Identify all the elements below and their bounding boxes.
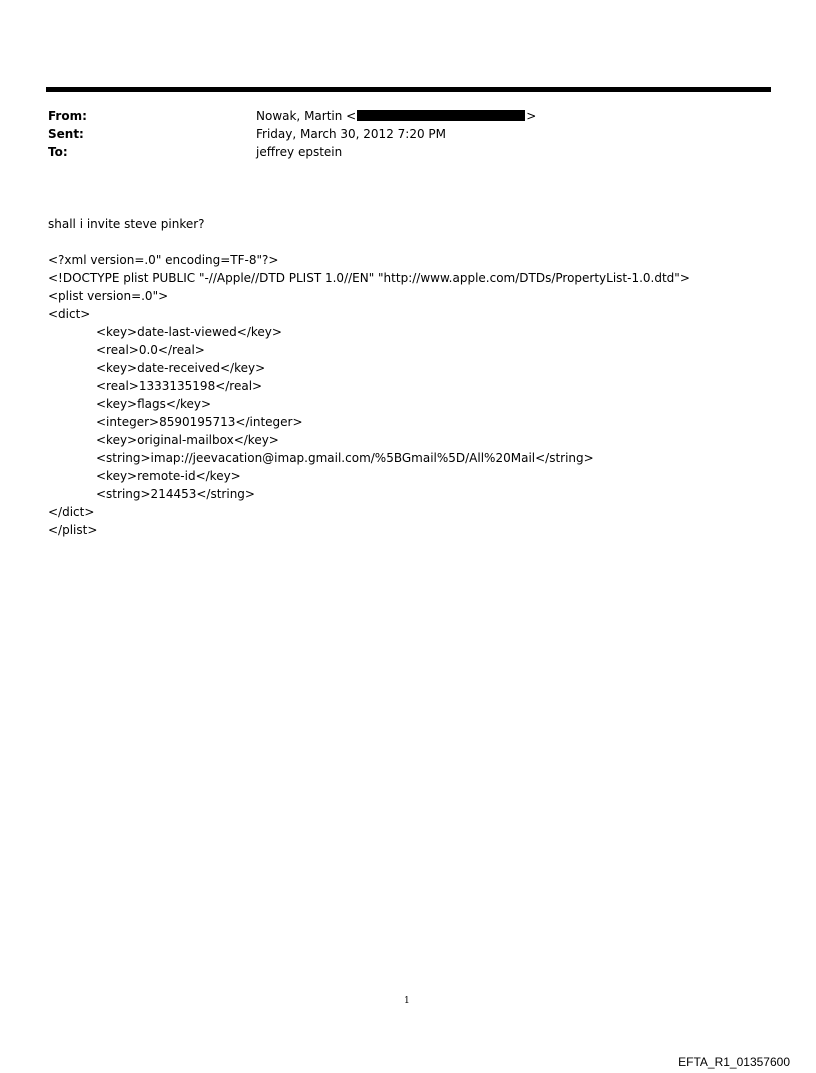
xml-line: <real>1333135198</real> (96, 379, 263, 393)
sent-label: Sent: (48, 127, 84, 141)
xml-line: <integer>8590195713</integer> (96, 415, 303, 429)
xml-line: <key>date-received</key> (96, 361, 266, 375)
sent-value: Friday, March 30, 2012 7:20 PM (256, 127, 446, 141)
sender-name: Nowak, Martin < (256, 109, 357, 123)
header-divider (46, 87, 771, 92)
document-id: EFTA_R1_01357600 (678, 1055, 790, 1069)
from-value (256, 109, 536, 123)
to-value: jeffrey epstein (256, 145, 343, 159)
doctype-line: <!DOCTYPE plist PUBLIC "-//Apple//DTD PLIST 1.0//EN" "http://www.apple.com/DTDs/PropertyList-1.0.dtd"> (48, 271, 690, 285)
from-label: From: (48, 109, 87, 123)
xml-declaration-line: <?xml version=.0" encoding=TF-8"?> (48, 253, 279, 267)
plist-close-line: </plist> (48, 523, 98, 537)
xml-line: <real>0.0</real> (96, 343, 205, 357)
sender-email-close: > (526, 109, 537, 123)
dict-open-line: <dict> (48, 307, 91, 321)
xml-line: <key>flags</key> (96, 397, 212, 411)
xml-line: <string>214453</string> (96, 487, 255, 501)
redacted-email-block (357, 110, 525, 121)
page-number: 1 (404, 996, 410, 1006)
to-label: To: (48, 145, 68, 159)
xml-line: <string>imap://jeevacation@imap.gmail.com/%5BGmail%5D/All%20Mail</string> (96, 451, 594, 465)
xml-line: <key>original-mailbox</key> (96, 433, 279, 447)
plist-open-line: <plist version=.0"> (48, 289, 169, 303)
xml-line: <key>date-last-viewed</key> (96, 325, 282, 339)
message-text: shall i invite steve pinker? (48, 217, 205, 231)
dict-close-line: </dict> (48, 505, 95, 519)
xml-line: <key>remote-id</key> (96, 469, 241, 483)
